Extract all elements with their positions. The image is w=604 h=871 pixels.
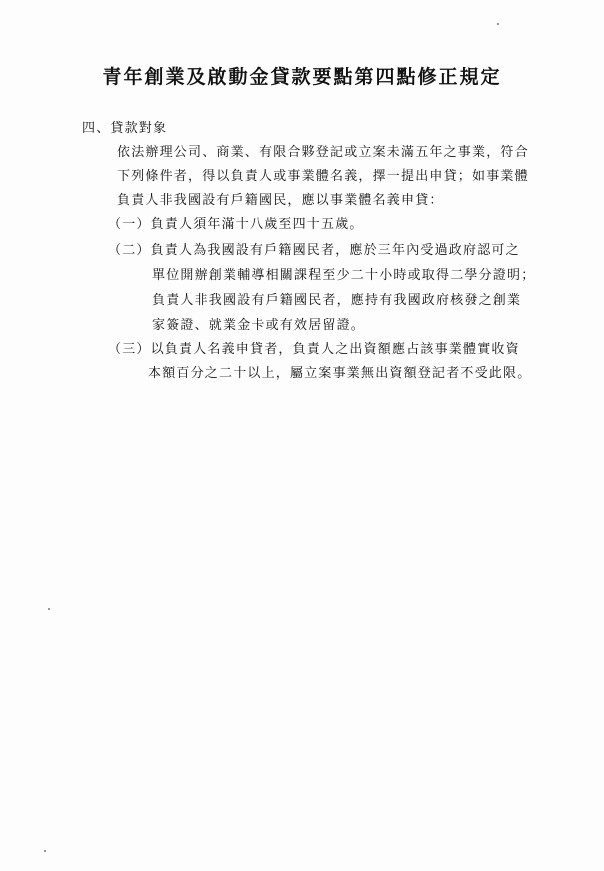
section-heading: 四、貸款對象 — [82, 121, 168, 136]
intro-line: 下列條件者，得以負責人或事業體名義，擇一提出申貸；如事業體 — [117, 169, 529, 184]
condition-item-3-line: 本額百分之二十以上，屬立案事業無出資額登記者不受此限。 — [148, 366, 532, 381]
scan-speck — [44, 850, 46, 852]
document-title: 青年創業及啟動金貸款要點第四點修正規定 — [102, 66, 502, 88]
condition-item-3-line: （三）以負責人名義申貸者，負責人之出資額應占該事業體實收資 — [108, 342, 520, 357]
scan-speck — [497, 23, 499, 25]
condition-item-2-line: （二）負責人為我國設有戶籍國民者，應於三年內受過政府認可之 — [108, 243, 520, 258]
condition-item-2-line: 家簽證、就業金卡或有效居留證。 — [152, 318, 366, 333]
scan-speck — [48, 608, 50, 610]
intro-line: 負責人非我國設有戶籍國民，應以事業體名義申貸： — [117, 193, 444, 208]
condition-item-1: （一）負責人須年滿十八歲至四十五歲。 — [108, 217, 364, 232]
condition-item-2-line: 單位開辦創業輔導相關課程至少二十小時或取得二學分證明； — [152, 268, 536, 283]
intro-line: 依法辦理公司、商業、有限合夥登記或立案未滿五年之事業，符合 — [117, 145, 529, 160]
condition-item-2-line: 負責人非我國設有戶籍國民者，應持有我國政府核發之創業 — [152, 293, 522, 308]
